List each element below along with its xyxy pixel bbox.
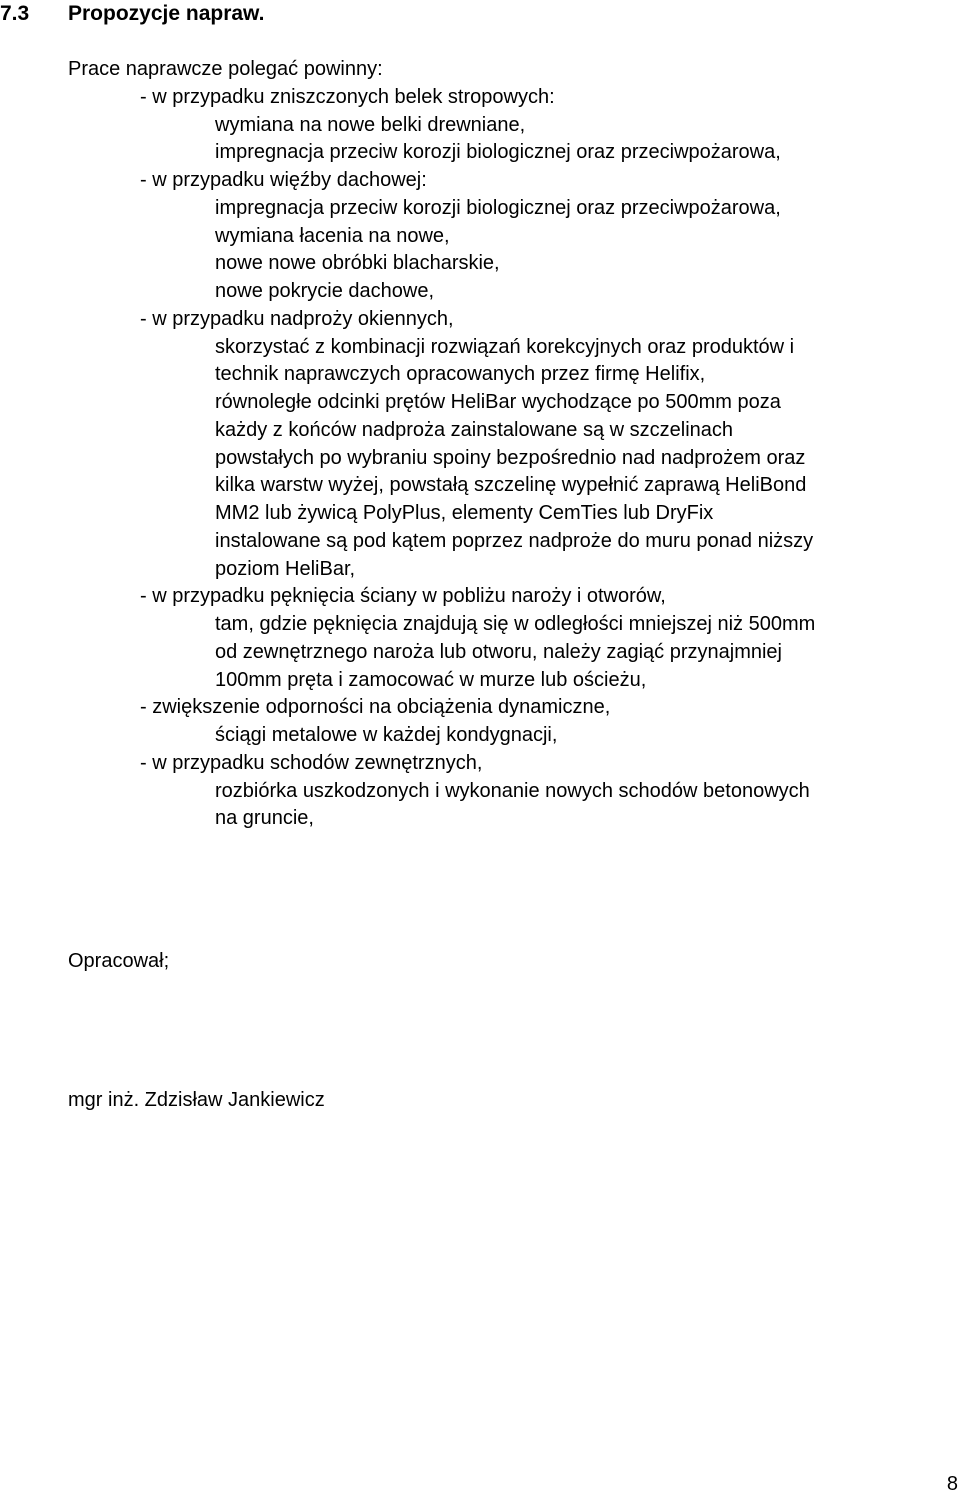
list-item-detail: ściągi metalowe w każdej kondygnacji, bbox=[215, 724, 558, 746]
list-item-detail: równoległe odcinki prętów HeliBar wychodzące po 500mm poza bbox=[215, 391, 781, 413]
repair-proposals-text bbox=[0, 56, 960, 833]
list-item-heading: - w przypadku więźby dachowej: bbox=[140, 169, 427, 191]
list-item-detail: technik naprawczych opracowanych przez firmę Helifix, bbox=[215, 363, 706, 386]
list-item-detail: wymiana na nowe belki drewniane, bbox=[215, 113, 526, 136]
list-item-detail: 100mm pręta i zamocować w murze lub ościeżu, bbox=[215, 668, 647, 691]
list-item-heading: - w przypadku nadproży okiennych, bbox=[140, 307, 454, 330]
intro-line: Prace naprawcze polegać powinny: bbox=[68, 58, 383, 80]
section-title: Propozycje napraw. bbox=[68, 2, 265, 25]
list-item-detail: skorzystać z kombinacji rozwiązań korekcyjnych oraz produktów i bbox=[215, 335, 795, 358]
list-item-detail: nowe nowe obróbki blacharskie, bbox=[215, 252, 500, 275]
list-item-detail: impregnacja przeciw korozji biologicznej oraz przeciwpożarowa, bbox=[215, 141, 781, 164]
list-item-detail: rozbiórka uszkodzonych i wykonanie nowych schodów betonowych bbox=[215, 779, 810, 802]
list-item-detail: impregnacja przeciw korozji biologicznej oraz przeciwpożarowa, bbox=[215, 196, 781, 219]
list-item-heading: - w przypadku zniszczonych belek stropowych: bbox=[140, 85, 555, 108]
list-item-detail: instalowane są pod kątem poprzez nadproże do muru ponad niższy bbox=[215, 529, 814, 552]
list-item-detail: powstałych po wybraniu spoiny bezpośrednio nad nadprożem oraz bbox=[215, 446, 806, 469]
list-item-detail: od zewnętrznego naroża lub otworu, należy zagiąć przynajmniej bbox=[215, 640, 782, 663]
list-item-detail: MM2 lub żywicą PolyPlus, elementy CemTies lub DryFix bbox=[215, 502, 714, 524]
list-item-heading: - zwiększenie odporności na obciążenia dynamiczne, bbox=[140, 696, 611, 719]
list-item-heading: - w przypadku pęknięcia ściany w pobliżu naroży i otworów, bbox=[140, 585, 666, 608]
section-number: 7.3 bbox=[0, 2, 30, 25]
list-item-detail: kilka warstw wyżej, powstałą szczelinę wypełnić zaprawą HeliBond bbox=[215, 474, 807, 497]
prepared-by-label: Opracował; bbox=[68, 950, 170, 972]
author-name: mgr inż. Zdzisław Jankiewicz bbox=[68, 1089, 325, 1111]
list-item-detail: poziom HeliBar, bbox=[215, 557, 356, 580]
list-item-detail: tam, gdzie pęknięcia znajdują się w odległości mniejszej niż 500mm bbox=[215, 613, 816, 635]
list-item-heading: - w przypadku schodów zewnętrznych, bbox=[140, 751, 483, 774]
list-item-detail: na gruncie, bbox=[215, 807, 314, 830]
list-item-detail: nowe pokrycie dachowe, bbox=[215, 280, 435, 302]
list-item-detail: wymiana łacenia na nowe, bbox=[215, 224, 450, 247]
page-number: 8 bbox=[946, 1473, 958, 1495]
list-item-detail: każdy z końców nadproża zainstalowane są w szczelinach bbox=[215, 418, 734, 441]
